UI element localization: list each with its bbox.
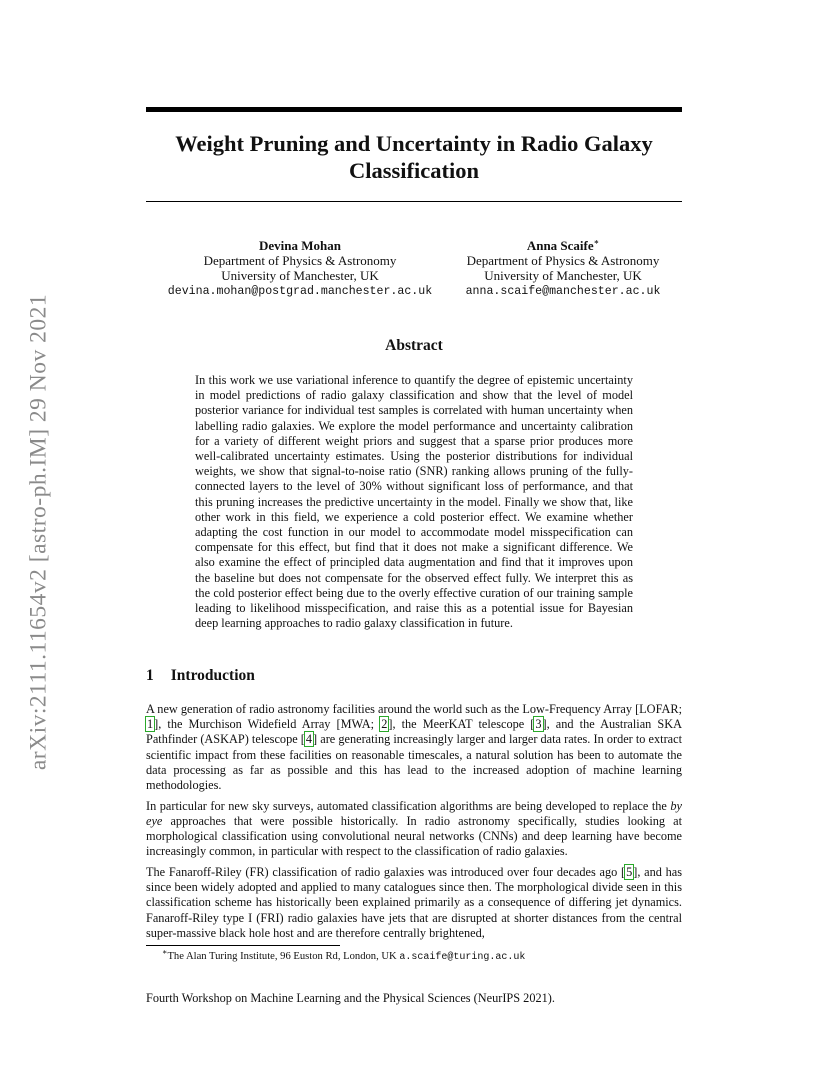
title-line-1: Weight Pruning and Uncertainty in Radio Galaxy	[175, 131, 653, 156]
text-run: A new generation of radio astronomy facilities around the world such as the Low-Frequency Array [LOFAR;	[146, 702, 682, 716]
abstract-text: In this work we use variational inference to quantify the degree of epistemic uncertainty in model predictions of radio galaxy classification and show that the level of model posterior variance for individual test samples is correlated with human uncertainty when labelling radio galaxies. We explore the model performance and uncertainty calibration for a variety of different weight priors and suggest that a sparse prior produces more well-calibrated uncertainty estimates. Using the posterior distributions for individual weights, we show that signal-to-noise ratio (SNR) ranking allows pruning of the fully-connected layers to the level of 30% without significant loss of performance, and that this pruning increases the predictive uncertainty in the model. Finally we show that, like other work in this field, we experience a cold posterior effect. We examine whether adapting the cost function in our model to accommodate model misspecification can compensate for this effect, but find that it does not make a significant difference. We also examine the effect of principled data augmentation and find that it improves upon the baseline but does not compensate for the observed effect fully. We interpret this as the cold posterior effect being due to the overly effective curation of our training sample leading to likelihood misspecification, and raise this as a potential issue for Bayesian deep learning approaches to radio galaxy classification in future.	[195, 373, 633, 631]
citation-link[interactable]: 5	[626, 865, 633, 880]
citation-link[interactable]: 4	[305, 732, 313, 747]
section-number: 1	[146, 667, 154, 684]
text-run: ], the MeerKAT telescope [	[388, 717, 535, 732]
author-university: University of Manchester, UK	[484, 268, 642, 284]
abstract-heading: Abstract	[385, 337, 443, 354]
arxiv-stamp: arXiv:2111.11654v2 [astro-ph.IM] 29 Nov 2021	[25, 293, 52, 771]
footnote-text: The Alan Turing Institute, 96 Euston Rd, London, UK	[167, 951, 400, 962]
title-line-2: Classification	[348, 158, 479, 183]
footnote-mark: ∗	[162, 947, 168, 957]
author-name: Anna Scaife	[526, 238, 594, 253]
author-block-1	[155, 238, 445, 299]
text-run: The Fanaroff-Riley (FR) classification of radio galaxies was introduced over four decades ago [	[146, 865, 626, 880]
text-run: approaches that were possible historically. In radio astronomy specifically, studies looking at morphological classification using convolutional neural networks (CNNs) and deep learning have become increasingly common, in particular with respect to the classification of radio galaxies.	[146, 813, 682, 859]
footnote-rule	[146, 945, 340, 946]
paragraph-2	[146, 799, 682, 860]
author-email[interactable]: devina.mohan@postgrad.manchester.ac.uk	[167, 284, 433, 298]
text-run: ], and the Australian SKA Pathfinder (ASKAP) telescope [	[146, 717, 683, 747]
author-name-line	[418, 238, 708, 253]
text-run: ] are generating increasingly larger and larger data rates. In order to extract scientific impact from these facilities on reasonable timescales, a natural solution has been to automate the data processing as far as possible and this has lead to the increased adoption of machine learning methodologies.	[146, 732, 682, 793]
footnote	[162, 947, 526, 963]
emphasis-text: by eye	[146, 798, 682, 828]
author-email[interactable]: anna.scaife@manchester.ac.uk	[465, 284, 661, 298]
author-footnote-mark[interactable]: ∗	[593, 237, 600, 247]
paper-title	[146, 130, 682, 184]
author-name: Devina Mohan	[259, 238, 341, 253]
text-run: ], the Murchison Widefield Array [MWA;	[154, 717, 381, 732]
paragraph-1	[146, 702, 682, 793]
text-run: In particular for new sky surveys, automated classification algorithms are being developed to replace the	[146, 798, 671, 813]
footnote-email[interactable]: a.scaife@turing.ac.uk	[399, 952, 526, 963]
citation-link[interactable]: 3	[535, 717, 542, 732]
author-department: Department of Physics & Astronomy	[466, 253, 660, 269]
text-run: ], and has since been widely adopted and applied to many catalogues since then. The morphological divide seen in this classification scheme has historically been explained primarily as a consequence of differing jet dynamics. Fanaroff-Riley type I (FRI) radio galaxies have jets that are disrupted at shorter distances from the central super-massive black hole host and are therefore centrally brightened,	[146, 865, 682, 940]
venue-note: Fourth Workshop on Machine Learning and the Physical Sciences (NeurIPS 2021).	[146, 991, 555, 1005]
paragraph-3	[146, 865, 682, 941]
section-title: Introduction	[170, 667, 255, 684]
title-top-rule	[146, 107, 682, 112]
introduction-body	[146, 702, 682, 947]
citation-link[interactable]: 2	[381, 717, 388, 732]
author-block-2	[418, 238, 708, 299]
title-bottom-rule	[146, 201, 682, 202]
author-department: Department of Physics & Astronomy	[203, 253, 397, 269]
citation-link[interactable]: 1	[147, 717, 154, 732]
author-university: University of Manchester, UK	[221, 268, 379, 284]
section-heading	[146, 667, 255, 685]
